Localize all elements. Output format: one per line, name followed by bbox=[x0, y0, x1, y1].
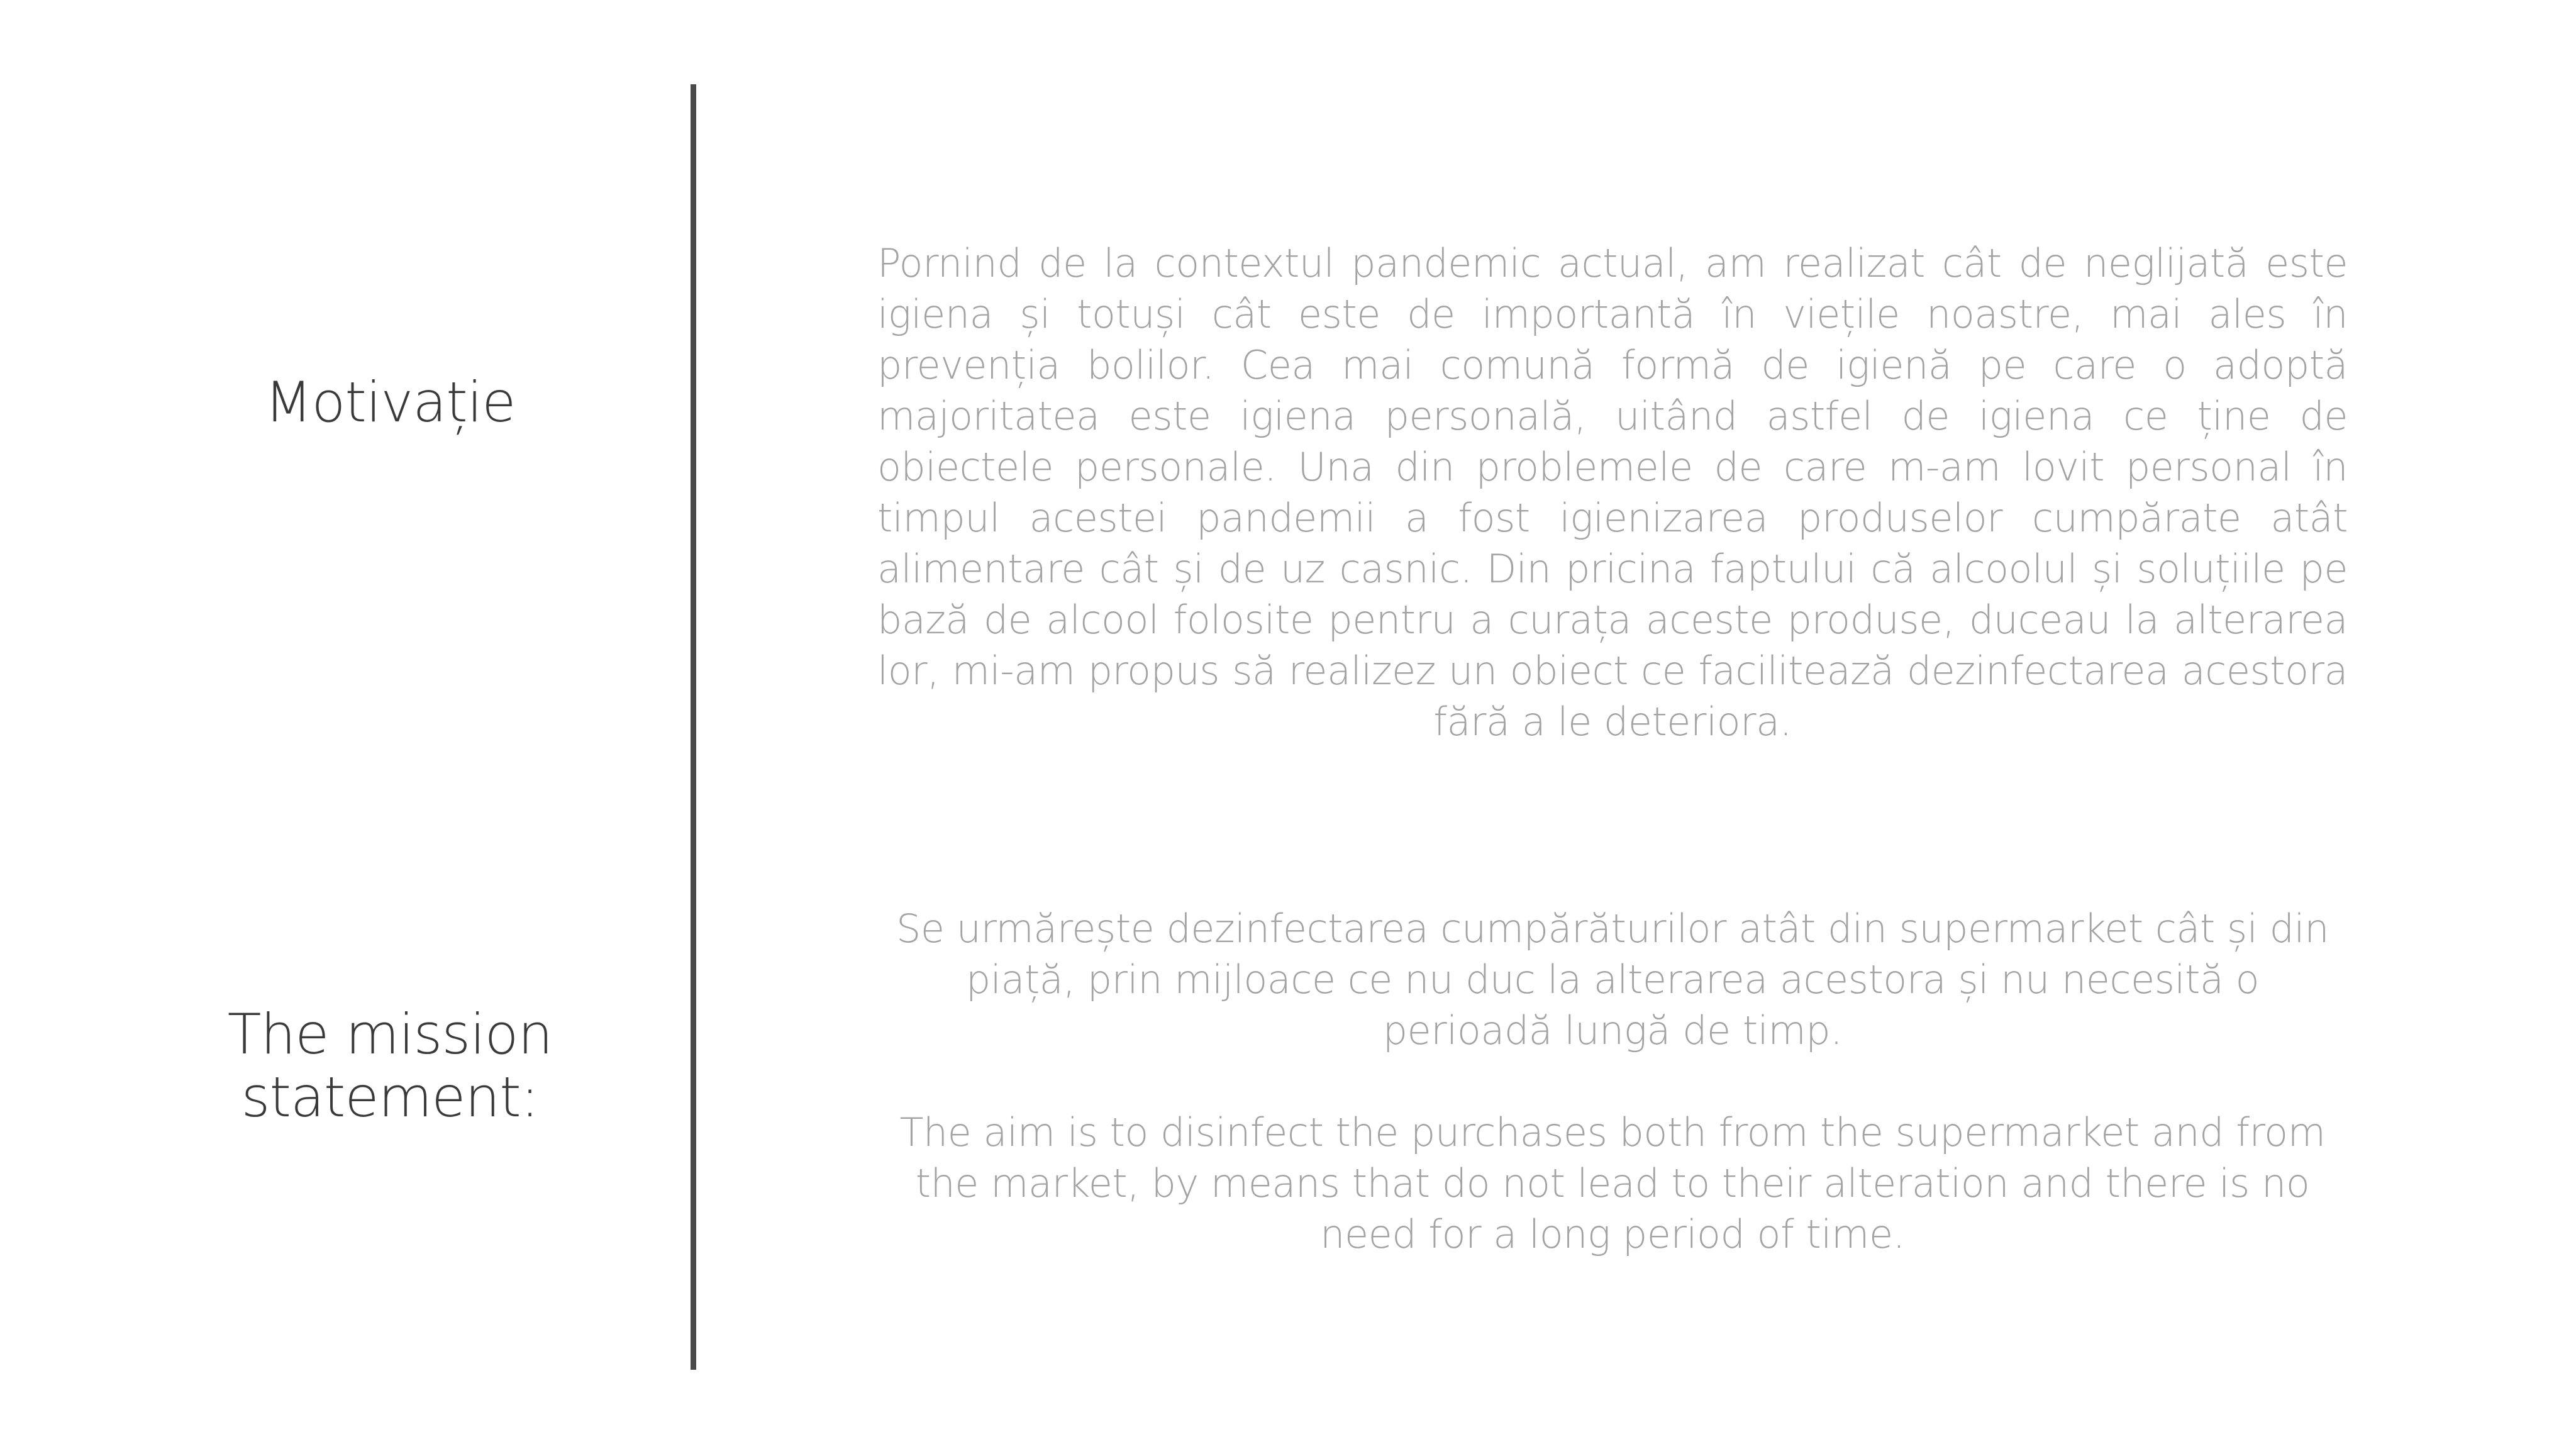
mission-paragraph-english: The aim is to disinfect the purchases both from the supermarket and from the market, by means that do not lead to their alteration and there is no need for a long period of time. bbox=[899, 1109, 2326, 1257]
vertical-divider bbox=[691, 84, 696, 1370]
mission-heading: The mission statement: bbox=[227, 1002, 553, 1130]
motivation-heading: Motivație bbox=[264, 370, 516, 435]
motivation-paragraph: Pornind de la contextul pandemic actual, am realizat cât de neglijată este igiena și totuși cât este de importantă în viețile noastre, mai ales în prevenția bolilor. Cea mai comună formă de igienă pe care o adoptă majoritatea este igiena personală, uitând astfel de igiena ce ține de obiectele personale. Una din problemele de care m-am lovit personal în timpul acestei pandemii a fost igienizarea produselor cumpărate atât alimentare cât și de uz casnic. Din pricina faptului că alcoolul și soluțiile pe bază de alcool folosite pentru a curața aceste produse, duceau la alterarea lor, mi-am propus să realizez un obiect ce facilitează dezinfectarea acestora fără a le deteriora. bbox=[877, 240, 2348, 745]
mission-paragraph-romanian: Se urmărește dezinfectarea cumpărăturilor atât din supermarket cât și din piață, prin mijloace ce nu duc la alterarea acestora și nu necesită o perioadă lungă de timp. bbox=[896, 906, 2329, 1053]
